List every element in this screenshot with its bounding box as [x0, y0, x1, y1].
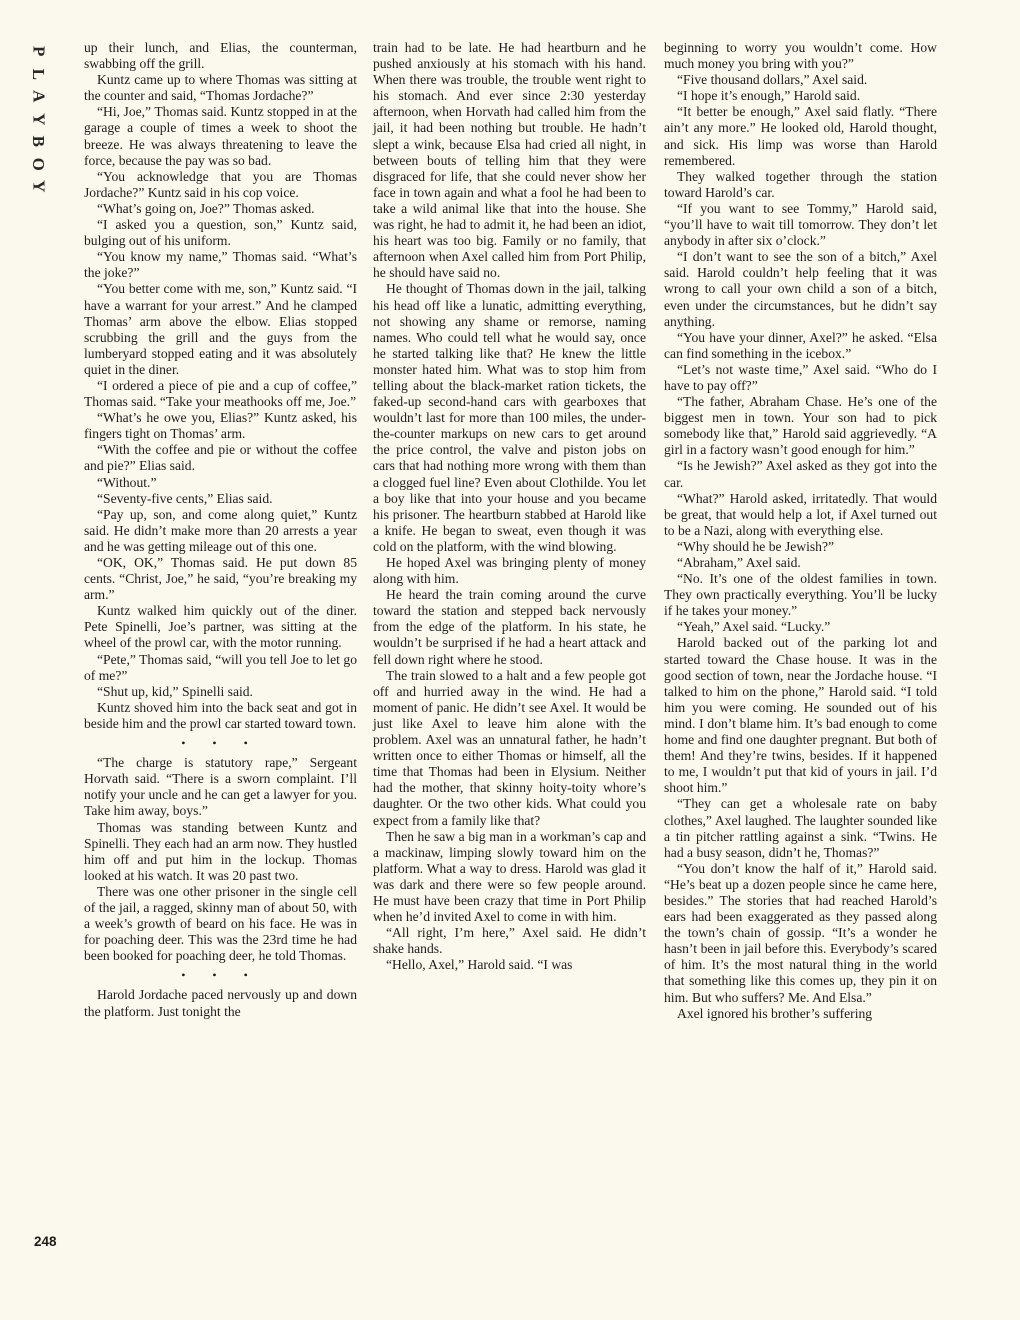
body-paragraph: “You don’t know the half of it,” Harold said. “He’s beat up a dozen people since he came here, besides.” The stories that had reached Harold’s ears had been exaggerated as they passed along the town’s chain of gossip. “It’s a wonder he hasn’t been in jail before this. Everybody’s scared of him. It’s the most natural thing in the world that something like this comes up, they pin it on him. But who suffers? Me. And Elsa.”	[664, 860, 937, 1005]
body-paragraph: Kuntz shoved him into the back seat and got in beside him and the prowl car started toward town.	[84, 699, 357, 731]
playboy-logo	[26, 40, 50, 198]
logo-letter: Y	[29, 112, 49, 125]
body-paragraph: “Without.”	[97, 474, 157, 490]
body-paragraph: They walked together through the station toward Harold’s car.	[664, 168, 937, 200]
body-paragraph: “You know my name,” Thomas said. “What’s the joke?”	[84, 249, 357, 281]
body-paragraph: “You have your dinner, Axel?” he asked. “Elsa can find something in the icebox.”	[664, 329, 937, 361]
body-paragraph: Harold backed out of the parking lot and started toward the Chase house. It was in the good section of town, near the Jordache house. “I talked to him on the phone,” Harold said. “I told him you were coming. He sounded out of his mind. I don’t blame him. It’s bad enough to come home and find one daughter pregnant. But both of them! And they’re twins, besides. If it happened to me, I wouldn’t put that kid of yours in jail. I’d shoot him.”	[664, 635, 937, 796]
body-paragraph: “Yeah,” Axel said. “Lucky.”	[677, 619, 831, 635]
body-paragraph: “All right, I’m here,” Axel said. He didn’t shake hands.	[373, 925, 646, 957]
body-paragraph: Kuntz walked him quickly out of the diner. Pete Spinelli, Joe’s partner, was sitting at the wheel of the prowl car, with the motor running.	[84, 603, 357, 651]
section-break: • • •	[181, 968, 260, 983]
body-paragraph: Kuntz came up to where Thomas was sitting at the counter and said, “Thomas Jordache?”	[84, 72, 357, 104]
body-paragraph: “Seventy-five cents,” Elias said.	[97, 490, 273, 506]
body-paragraph: There was one other prisoner in the single cell of the jail, a ragged, skinny man of about 50, with a week’s growth of beard on his face. He was in for poaching deer. This was the 23rd time he had been booked for poaching deer, he told Thomas.	[84, 883, 357, 964]
body-paragraph: “What?” Harold asked, irritatedly. That would be great, that would help a lot, if Axel turned out to be a Nazi, along with everything else.	[664, 490, 937, 538]
body-paragraph: train had to be late. He had heartburn and he pushed anxiously at his stomach with his hand. When there was trouble, the trouble went right to his stomach. And ever since 2:30 yesterday afternoon, when Horvath had called him from the jail, it had been nothing but trouble. He hadn’t slept a wink, because Elsa had cried all night, in between bouts of telling him that they were disgraced for life, that she could never show her face in town again and what a fool he had been to take a wild animal like that into the house. She was right, he had to admit it, he had been an idiot, his heart was too big. Family or no family, that afternoon when Axel called him from Port Philip, he should have said no.	[373, 40, 646, 281]
body-paragraph: Harold Jordache paced nervously up and down the platform. Just tonight the	[84, 987, 357, 1019]
text-column-1	[84, 40, 357, 1020]
body-paragraph: “Let’s not waste time,” Axel said. “Who do I have to pay off?”	[664, 361, 937, 393]
body-paragraph: “I ordered a piece of pie and a cup of coffee,” Thomas said. “Take your meathooks off me, Joe.”	[84, 377, 357, 410]
text-column-2	[373, 40, 646, 973]
body-paragraph: “Pay up, son, and come along quiet,” Kuntz said. He didn’t make more than 20 arrests a year and he was getting mileage out of this one.	[84, 506, 357, 554]
body-paragraph: Thomas was standing between Kuntz and Spinelli. They each had an arm now. They hustled him off and put him in the lockup. Thomas looked at his watch. It was 20 past two.	[84, 819, 357, 883]
body-paragraph: “It better be enough,” Axel said flatly. “There ain’t any more.” He looked old, Harold thought, and sick. His limp was worse than Harold remembered.	[664, 104, 937, 168]
body-paragraph: “You better come with me, son,” Kuntz said. “I have a warrant for your arrest.” And he clamped Thomas’ arm above the elbow. Elias stopped scrubbing the grill and the guys from the lumberyard stopped eating and it was absolutely quiet in the diner.	[84, 281, 357, 377]
body-paragraph: Then he saw a big man in a workman’s cap and a mackinaw, limping slowly toward him on the platform. What a way to dress. Harold was glad it was dark and there were so few people around. He must have been crazy that time in Port Philip when he’d invited Axel to come in with him.	[373, 828, 646, 925]
body-paragraph: “The charge is statutory rape,” Sergeant Horvath said. “There is a sworn complaint. I’ll notify your uncle and he can get a lawyer for you. Take him away, boys.”	[84, 755, 357, 819]
body-paragraph: “Five thousand dollars,” Axel said.	[677, 72, 868, 88]
body-paragraph: “With the coffee and pie or without the coffee and pie?” Elias said.	[84, 442, 357, 474]
body-paragraph: “I asked you a question, son,” Kuntz said, bulging out of his uniform.	[84, 217, 357, 249]
logo-letter: O	[29, 157, 49, 171]
body-paragraph: beginning to worry you wouldn’t come. How much money you bring with you?”	[664, 40, 937, 72]
body-paragraph: “They can get a wholesale rate on baby clothes,” Axel laughed. The laughter sounded like a tin pitcher rattling against a sink. “Twins. He had a busy season, didn’t he, Thomas?”	[664, 796, 937, 860]
body-paragraph: “Pete,” Thomas said, “will you tell Joe to let go of me?”	[84, 651, 357, 683]
body-paragraph: “Is he Jewish?” Axel asked as they got into the car.	[664, 458, 937, 490]
body-paragraph: He heard the train coming around the curve toward the station and stepped back nervously from the edge of the platform. In his state, he wouldn’t be surprised if he had a heart attack and fell down right where he stood.	[373, 587, 646, 667]
page-number: 248	[34, 1234, 57, 1249]
text-column-3	[664, 40, 937, 1022]
body-paragraph: “I hope it’s enough,” Harold said.	[677, 88, 861, 104]
body-paragraph: “The father, Abraham Chase. He’s one of the biggest men in town. Your son had to pick somebody like that,” Harold said aggrievedly. “A girl in a factory wasn’t good enough for him.”	[664, 394, 937, 458]
body-paragraph: He hoped Axel was bringing plenty of money along with him.	[373, 555, 646, 587]
logo-letter: B	[29, 135, 49, 147]
body-paragraph: “Hi, Joe,” Thomas said. Kuntz stopped in at the garage a couple of times a week to shoot the breeze. He was always threatening to leave the force, because the pay was so bad.	[84, 104, 357, 168]
logo-letter: P	[29, 46, 49, 57]
section-break: • • •	[181, 736, 260, 751]
body-paragraph: “You acknowledge that you are Thomas Jordache?” Kuntz said in his cop voice.	[84, 168, 357, 200]
body-paragraph: “I don’t want to see the son of a bitch,” Axel said. Harold couldn’t help feeling that it was wrong to call your own child a son of a bitch, even under the circumstances, but he didn’t say anything.	[664, 249, 937, 329]
body-paragraph: up their lunch, and Elias, the counterman, swabbing off the grill.	[84, 40, 357, 72]
body-paragraph: “Shut up, kid,” Spinelli said.	[97, 683, 253, 699]
logo-letter: A	[29, 90, 49, 103]
body-paragraph: Axel ignored his brother’s suffering	[677, 1005, 873, 1021]
body-paragraph: He thought of Thomas down in the jail, talking his head off like a lunatic, admitting everything, not showing any shame or remorse, naming names. Who could tell what he would say, once he started talking like that? He knew the little monster hated him. What was to stop him from telling about the black-market ration tickets, the faked-up second-hand cars with gearboxes that wouldn’t last for more than 100 miles, the under-the-counter markups on new cars to get around the price control, the valve and piston jobs on cars that had nothing more wrong with them than a clogged fuel line? Even about Clothilde. You let a boy like that into your house and you became his prisoner. The heartburn stabbed at Harold like a knife. He began to sweat, even though it was cold on the platform, with the wind blowing.	[373, 281, 646, 554]
body-paragraph: The train slowed to a halt and a few people got off and hurried away in the wind. He had a moment of panic. He didn’t see Axel. It would be just like Axel to leave him alone with the problem. Axel was an unnatural father, he hadn’t written once to either Thomas or himself, all the time that Thomas had been in Elysium. Neither had the mother, that skinny hoity-toity whore’s daughter. Or the two other kids. What could you expect from a family like that?	[373, 667, 646, 828]
logo-letter: Y	[29, 180, 49, 193]
body-paragraph: “No. It’s one of the oldest families in town. They own practically everything. You’ll be lucky if he takes your money.”	[664, 571, 937, 619]
body-paragraph: “Hello, Axel,” Harold said. “I was	[386, 957, 573, 973]
body-paragraph: “If you want to see Tommy,” Harold said, “you’ll have to wait till tomorrow. They don’t let anybody in after six o’clock.”	[664, 200, 937, 249]
body-paragraph: “Why should he be Jewish?”	[677, 538, 835, 554]
logo-letter: L	[29, 68, 49, 80]
body-paragraph: “What’s he owe you, Elias?” Kuntz asked, his fingers tight on Thomas’ arm.	[84, 410, 357, 442]
body-paragraph: “Abraham,” Axel said.	[677, 555, 801, 570]
body-paragraph: “What’s going on, Joe?” Thomas asked.	[97, 200, 315, 216]
body-paragraph: “OK, OK,” Thomas said. He put down 85 cents. “Christ, Joe,” he said, “you’re breaking my arm.”	[84, 555, 357, 603]
